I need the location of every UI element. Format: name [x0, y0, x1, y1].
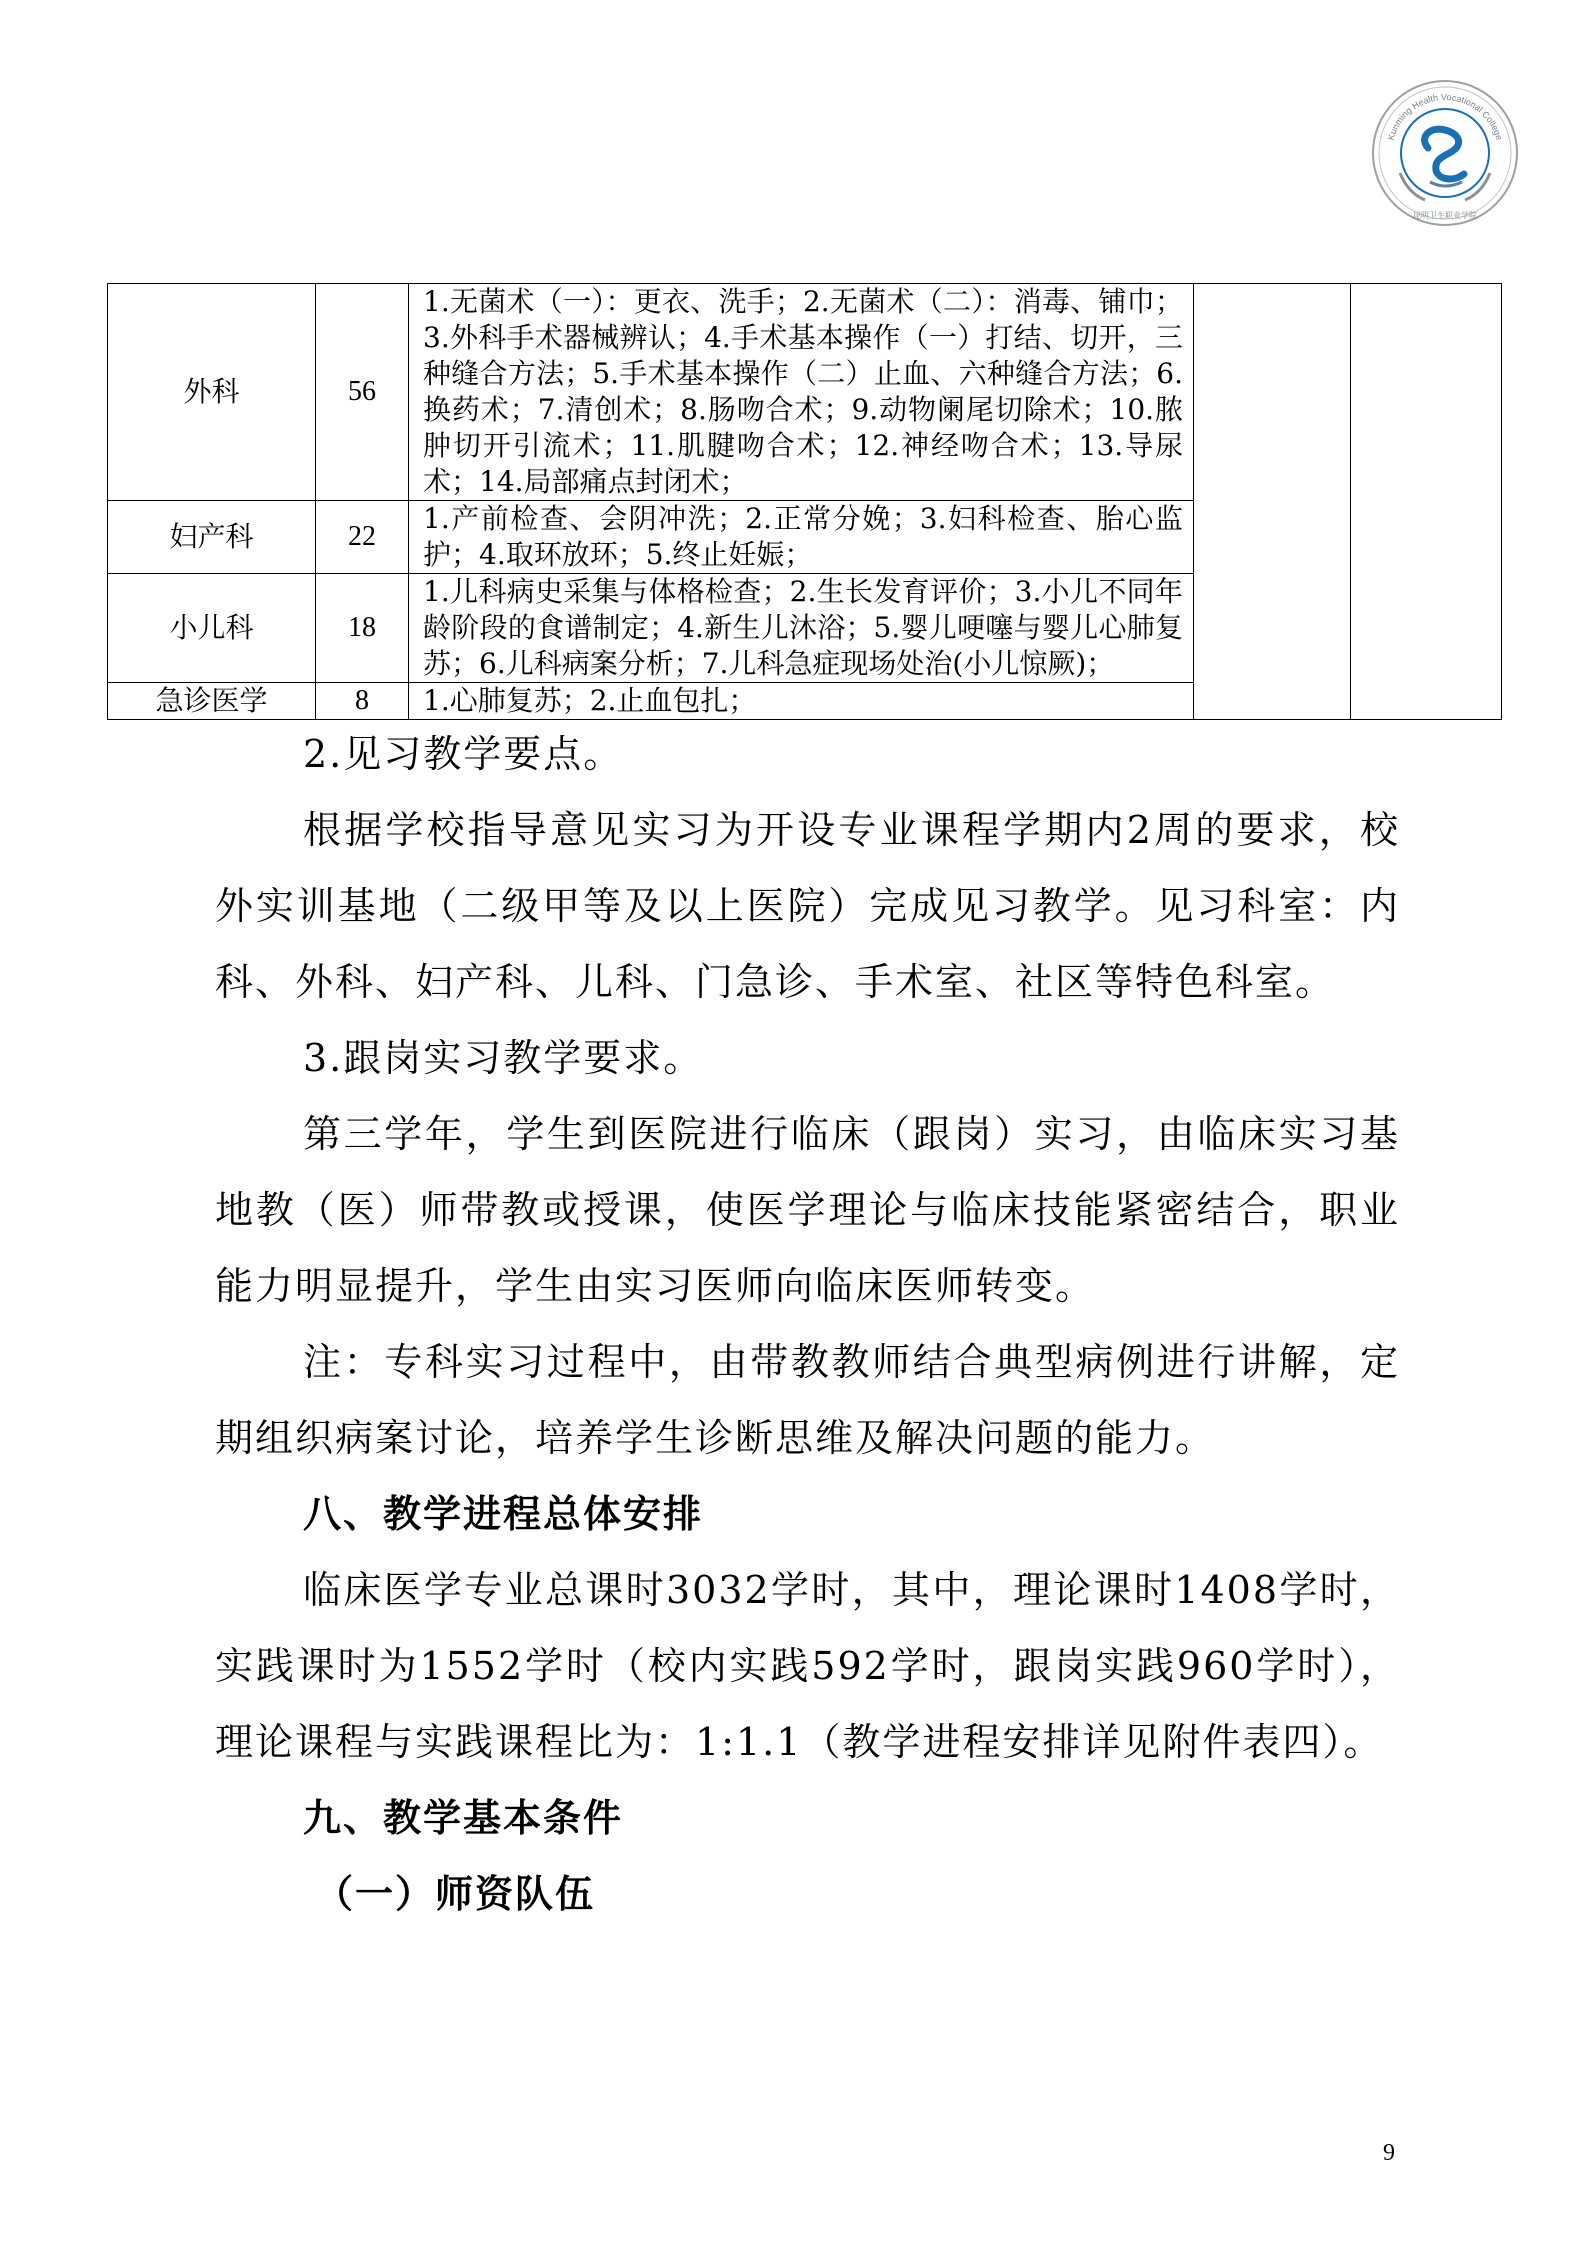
paragraph-note: 注：专科实习过程中，由带教教师结合典型病例进行讲解，定期组织病案讨论，培养学生诊断思维及解决问题的能力。 [215, 1340, 1400, 1460]
dept-name: 妇产科 [108, 501, 316, 574]
empty-cell [1194, 284, 1351, 720]
paragraph-internship: 第三学年，学生到医院进行临床（跟岗）实习，由临床实习基地教（医）师带教或授课，使医学理论与临床技能紧密结合，职业能力明显提升，学生由实习医师向临床医师转变。 [215, 1112, 1400, 1308]
dept-hours: 22 [316, 501, 409, 574]
subheading-observation: 2.见习教学要点。 [303, 732, 624, 776]
paragraph-observation: 根据学校指导意见实习为开设专业课程学期内2周的要求，校外实训基地（二级甲等及以上医院）完成见习教学。见习科室：内科、外科、妇产科、儿科、门急诊、手术室、社区等特色科室。 [215, 808, 1400, 1004]
logo-text-bottom: 昆明卫生职业学院 [1413, 211, 1477, 220]
table-row [108, 284, 1502, 501]
practice-table [107, 283, 1502, 720]
dept-content: 1.心肺复苏；2.止血包扎； [409, 683, 1194, 720]
subheading-internship: 3.跟岗实习教学要求。 [303, 1036, 704, 1080]
empty-cell [1351, 284, 1502, 720]
dept-name: 急诊医学 [108, 683, 316, 720]
dept-hours: 18 [316, 574, 409, 683]
dept-content: 1.儿科病史采集与体格检查；2.生长发育评价；3.小儿不同年龄阶段的食谱制定；4.新生儿沐浴；5.婴儿哽噻与婴儿心肺复苏；6.儿科病案分析；7.儿科急症现场处治(小儿惊厥)； [409, 574, 1194, 683]
dept-name: 外科 [108, 284, 316, 501]
dept-name: 小儿科 [108, 574, 316, 683]
college-logo [1370, 78, 1520, 228]
svg-text:Kunming Health Vocational Coll [1386, 92, 1505, 141]
dept-hours: 56 [316, 284, 409, 501]
section-heading-9: 九、教学基本条件 [303, 1795, 624, 1840]
page-number: 9 [1383, 2140, 1395, 2166]
paragraph-schedule: 临床医学专业总课时3032学时，其中，理论课时1408学时，实践课时为1552学时（校内实践592学时，跟岗实践960学时），理论课程与实践课程比为：1:1.1（教学进程安排详见附件表四）。 [215, 1568, 1400, 1764]
subsection-heading-faculty: （一）师资队伍 [315, 1871, 596, 1916]
dept-content: 1.无菌术（一）：更衣、洗手；2.无菌术（二）：消毒、铺巾；3.外科手术器械辨认；4.手术基本操作（一）打结、切开，三种缝合方法；5.手术基本操作（二）止血、六种缝合方法；6.换药术；7.清创术；8.肠吻合术；9.动物阑尾切除术；10.脓肿切开引流术；11.肌腱吻合术；12.神经吻合术；13.导尿术；14.局部痛点封闭术； [409, 284, 1194, 501]
dept-content: 1.产前检查、会阴冲洗；2.正常分娩；3.妇科检查、胎心监护；4.取环放环；5.终止妊娠； [409, 501, 1194, 574]
section-heading-8: 八、教学进程总体安排 [303, 1491, 704, 1536]
document-body [215, 716, 1400, 1932]
logo-text-top: Kunming Health Vocational College [1385, 91, 1505, 142]
dept-hours: 8 [316, 683, 409, 720]
